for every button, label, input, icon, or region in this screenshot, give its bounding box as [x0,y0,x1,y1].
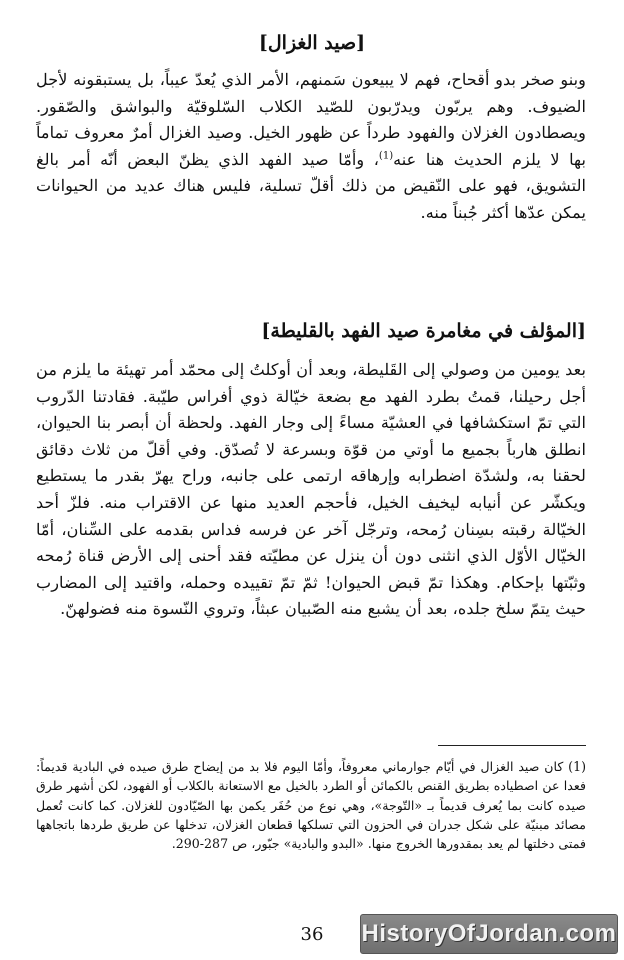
section-title-gazelle-hunting: [صيد الغزال] [258,32,366,54]
paragraph-text: وبنو صخر بدو أقحاح، فهم لا يبيعون سَمنهم، الأمر الذي يُعدّ عيباً، بل يستبقونه لأجل الضيوف. وهم يربّون ويدرّبون للصّيد الكلاب السّلوقيّة والبواشق والصّقور. ويصطادون الغزلان والفهود طرداً عن ظهور الخيل. وصيد الغزال أمرٌ معروف تماماً بها لا يلزم الحديث هنا عنه [36,70,586,169]
paragraph-cheetah-hunt: بعد يومين من وصولي إلى القَليطة، وبعد أن أوكلتُ إلى محمّد أمر تهيئة ما يلزم من أجل رحيلنا، قمتُ بطرد الفهد مع بضعة خيّالة ذوي أفراس طيّبة. فقادتنا الدّروب التي تمّ استكشافها في العشيّة مساءً إلى وجار الفهد. ولحظة أن أبصر بنا الحيوان، انطلق هارباً بجميع ما أوتي من قوّة وبسرعة لا تُصدّق. وفي أقلّ من ثلاث دقائق لحقنا به، ولشدّة اضطرابه وإرهاقه ارتمى على جانبه، وراح يهرّ بقدر ما يستطيع ويكشّر عن أنيابه ليخيف الخيل، فأحجم العديد منها عن الاقتراب منه. فلزّ أحد الخيّالة رقبته بسِنان رُمحه، وترجّل آخر عن فرسه فداس بقدمه على السِّنان، أمّا الخيّال الأوّل الذي انثنى دون أن ينزل عن مطيّته فقد أحنى إلى الأرض قناة رُمحه وثبّتها بإحكام. وهكذا تمّ قبض الحيوان! ثمّ تمّ تقييده وحمله، واقتيد إلى المضارب حيث يتمّ سلخ جلده، بعد أن يشبع منه الصّبيان عبثاً، وتروي النّسوة منه فضولهنّ. [36,360,586,619]
page-number: 36 [300,924,324,945]
section-title-cheetah-hunt: [المؤلف في مغامرة صيد الفهد بالقليطة] [261,320,586,342]
footnote-divider [438,745,586,746]
footnote-reference[interactable]: (1) [378,150,394,162]
paragraph-bani-sakhr [36,67,586,227]
watermark-logo: HistoryOfJordan.com [360,914,618,954]
footnote: (1) كان صيد الغزال في أيّام جوارماني معروفاً، وأمّا اليوم فلا بد من إيضاح طرق صيده في البادية قديماً: فعدا عن اصطياده بطريق القنص بالكمائن أو الطرد بالخيل مع الاستعانة بالكلاب أو الفهود، لكن أشهر طرق صيده كانت بما يُعرف قديماً بـ «التّوجة»، وهي نوع من حُفَر يكمن بها الصّيّادون للغزلان. كما كانت تُعمل مصائد مبنيّة على شكل جدران في الحزون التي تسلكها قطعان الغزلان، تدخلها عن طريق طردها باتجاهها فمتى دخلتها لم يعد بمقدورها الخروج منها. «البدو والبادية» جبّور، ص 287-290. [36,759,586,852]
paragraph-text-continued: ، وأمّا صيد الفهد الذي يظنّ البعض أنّه أمر بالغ التشويق، فهو على النّقيض من ذلك أقلّ تسلية، فليس هناك عديد من الحيوانات يمكن عدّها أكثر جُبناً منه. [36,149,586,222]
